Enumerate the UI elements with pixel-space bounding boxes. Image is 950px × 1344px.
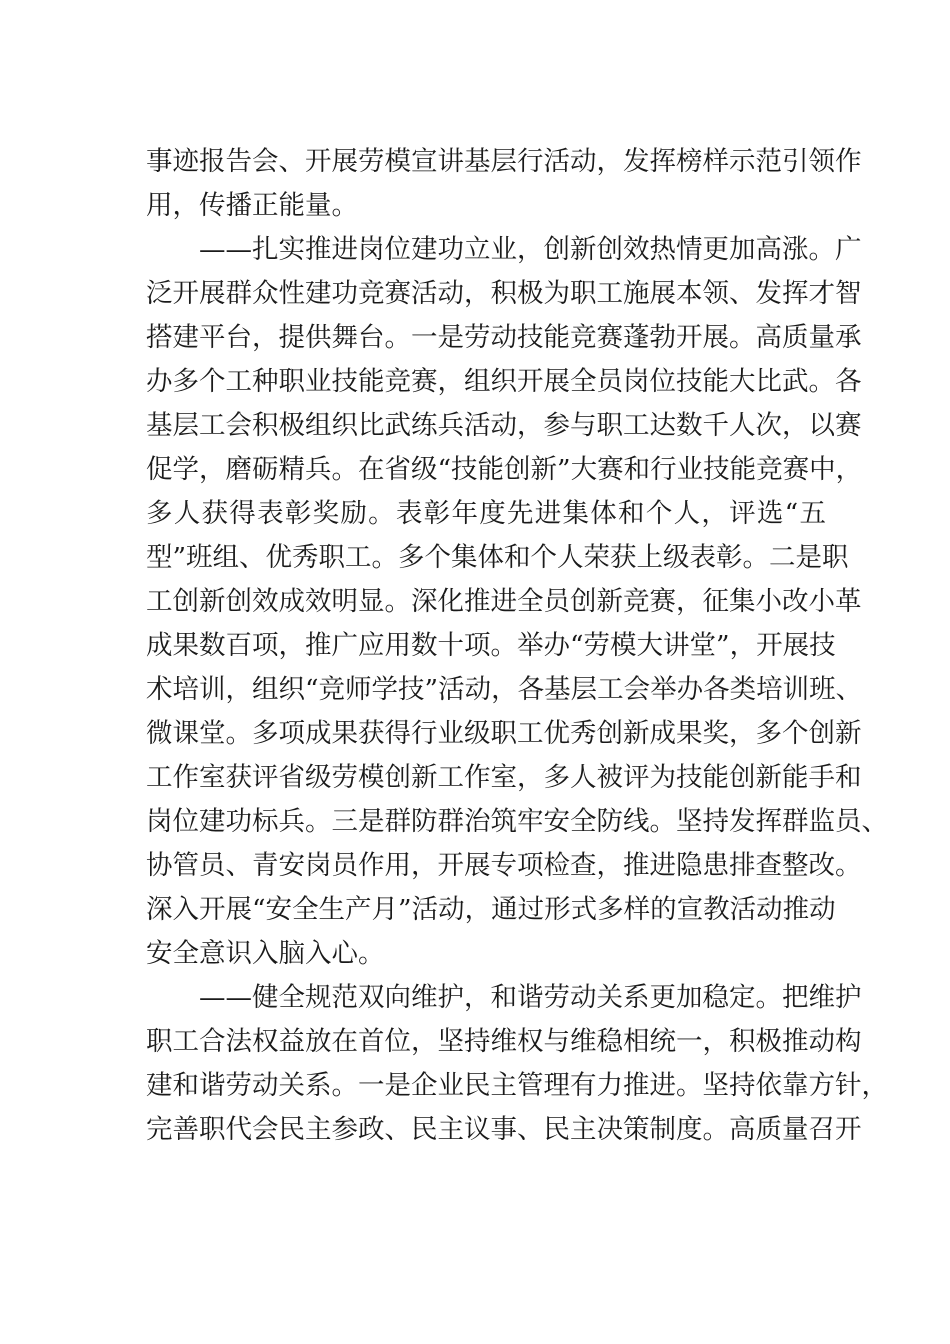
text-line: 岗位建功标兵。三是群防群治筑牢安全防线。坚持发挥群监员、 xyxy=(146,806,888,837)
text-line: 办多个工种职业技能竞赛，组织开展全员岗位技能大比武。各 xyxy=(146,366,862,397)
text-line: 协管员、青安岗员作用，开展专项检查，推进隐患排查整改。 xyxy=(146,850,862,881)
text-line: 搭建平台，提供舞台。一是劳动技能竞赛蓬勃开展。高质量承 xyxy=(146,322,862,353)
text-line: ——健全规范双向维护，和谐劳动关系更加稳定。把维护 xyxy=(199,982,862,1013)
text-line: 用，传播正能量。 xyxy=(146,190,358,221)
text-line: 工创新创效成效明显。深化推进全员创新竞赛，征集小改小革 xyxy=(146,586,862,617)
text-line: 多人获得表彰奖励。表彰年度先进集体和个人，评选“五 xyxy=(146,498,826,529)
text-line: 完善职代会民主参政、民主议事、民主决策制度。高质量召开 xyxy=(146,1114,862,1145)
text-line: 工作室获评省级劳模创新工作室，多人被评为技能创新能手和 xyxy=(146,762,862,793)
text-line: 术培训，组织“竞师学技”活动，各基层工会举办各类培训班、 xyxy=(146,674,863,705)
text-line: 职工合法权益放在首位，坚持维权与维稳相统一，积极推动构 xyxy=(146,1026,862,1057)
text-line: 事迹报告会、开展劳模宣讲基层行活动，发挥榜样示范引领作 xyxy=(146,146,862,177)
text-line: 促学，磨砺精兵。在省级“技能创新”大赛和行业技能竞赛中， xyxy=(146,454,863,485)
text-line: 泛开展群众性建功竞赛活动，积极为职工施展本领、发挥才智 xyxy=(146,278,862,309)
text-line: 安全意识入脑入心。 xyxy=(146,938,385,969)
text-line: 基层工会积极组织比武练兵活动，参与职工达数千人次，以赛 xyxy=(146,410,862,441)
text-line: 型”班组、优秀职工。多个集体和个人荣获上级表彰。二是职 xyxy=(146,542,849,573)
text-line: 建和谐劳动关系。一是企业民主管理有力推进。坚持依靠方针， xyxy=(146,1070,888,1101)
text-line: 微课堂。多项成果获得行业级职工优秀创新成果奖，多个创新 xyxy=(146,718,862,749)
text-line: 成果数百项，推广应用数十项。举办“劳模大讲堂”，开展技 xyxy=(146,630,836,661)
text-line: ——扎实推进岗位建功立业，创新创效热情更加高涨。广 xyxy=(199,234,862,265)
text-line: 深入开展“安全生产月”活动，通过形式多样的宣教活动推动 xyxy=(146,894,836,925)
